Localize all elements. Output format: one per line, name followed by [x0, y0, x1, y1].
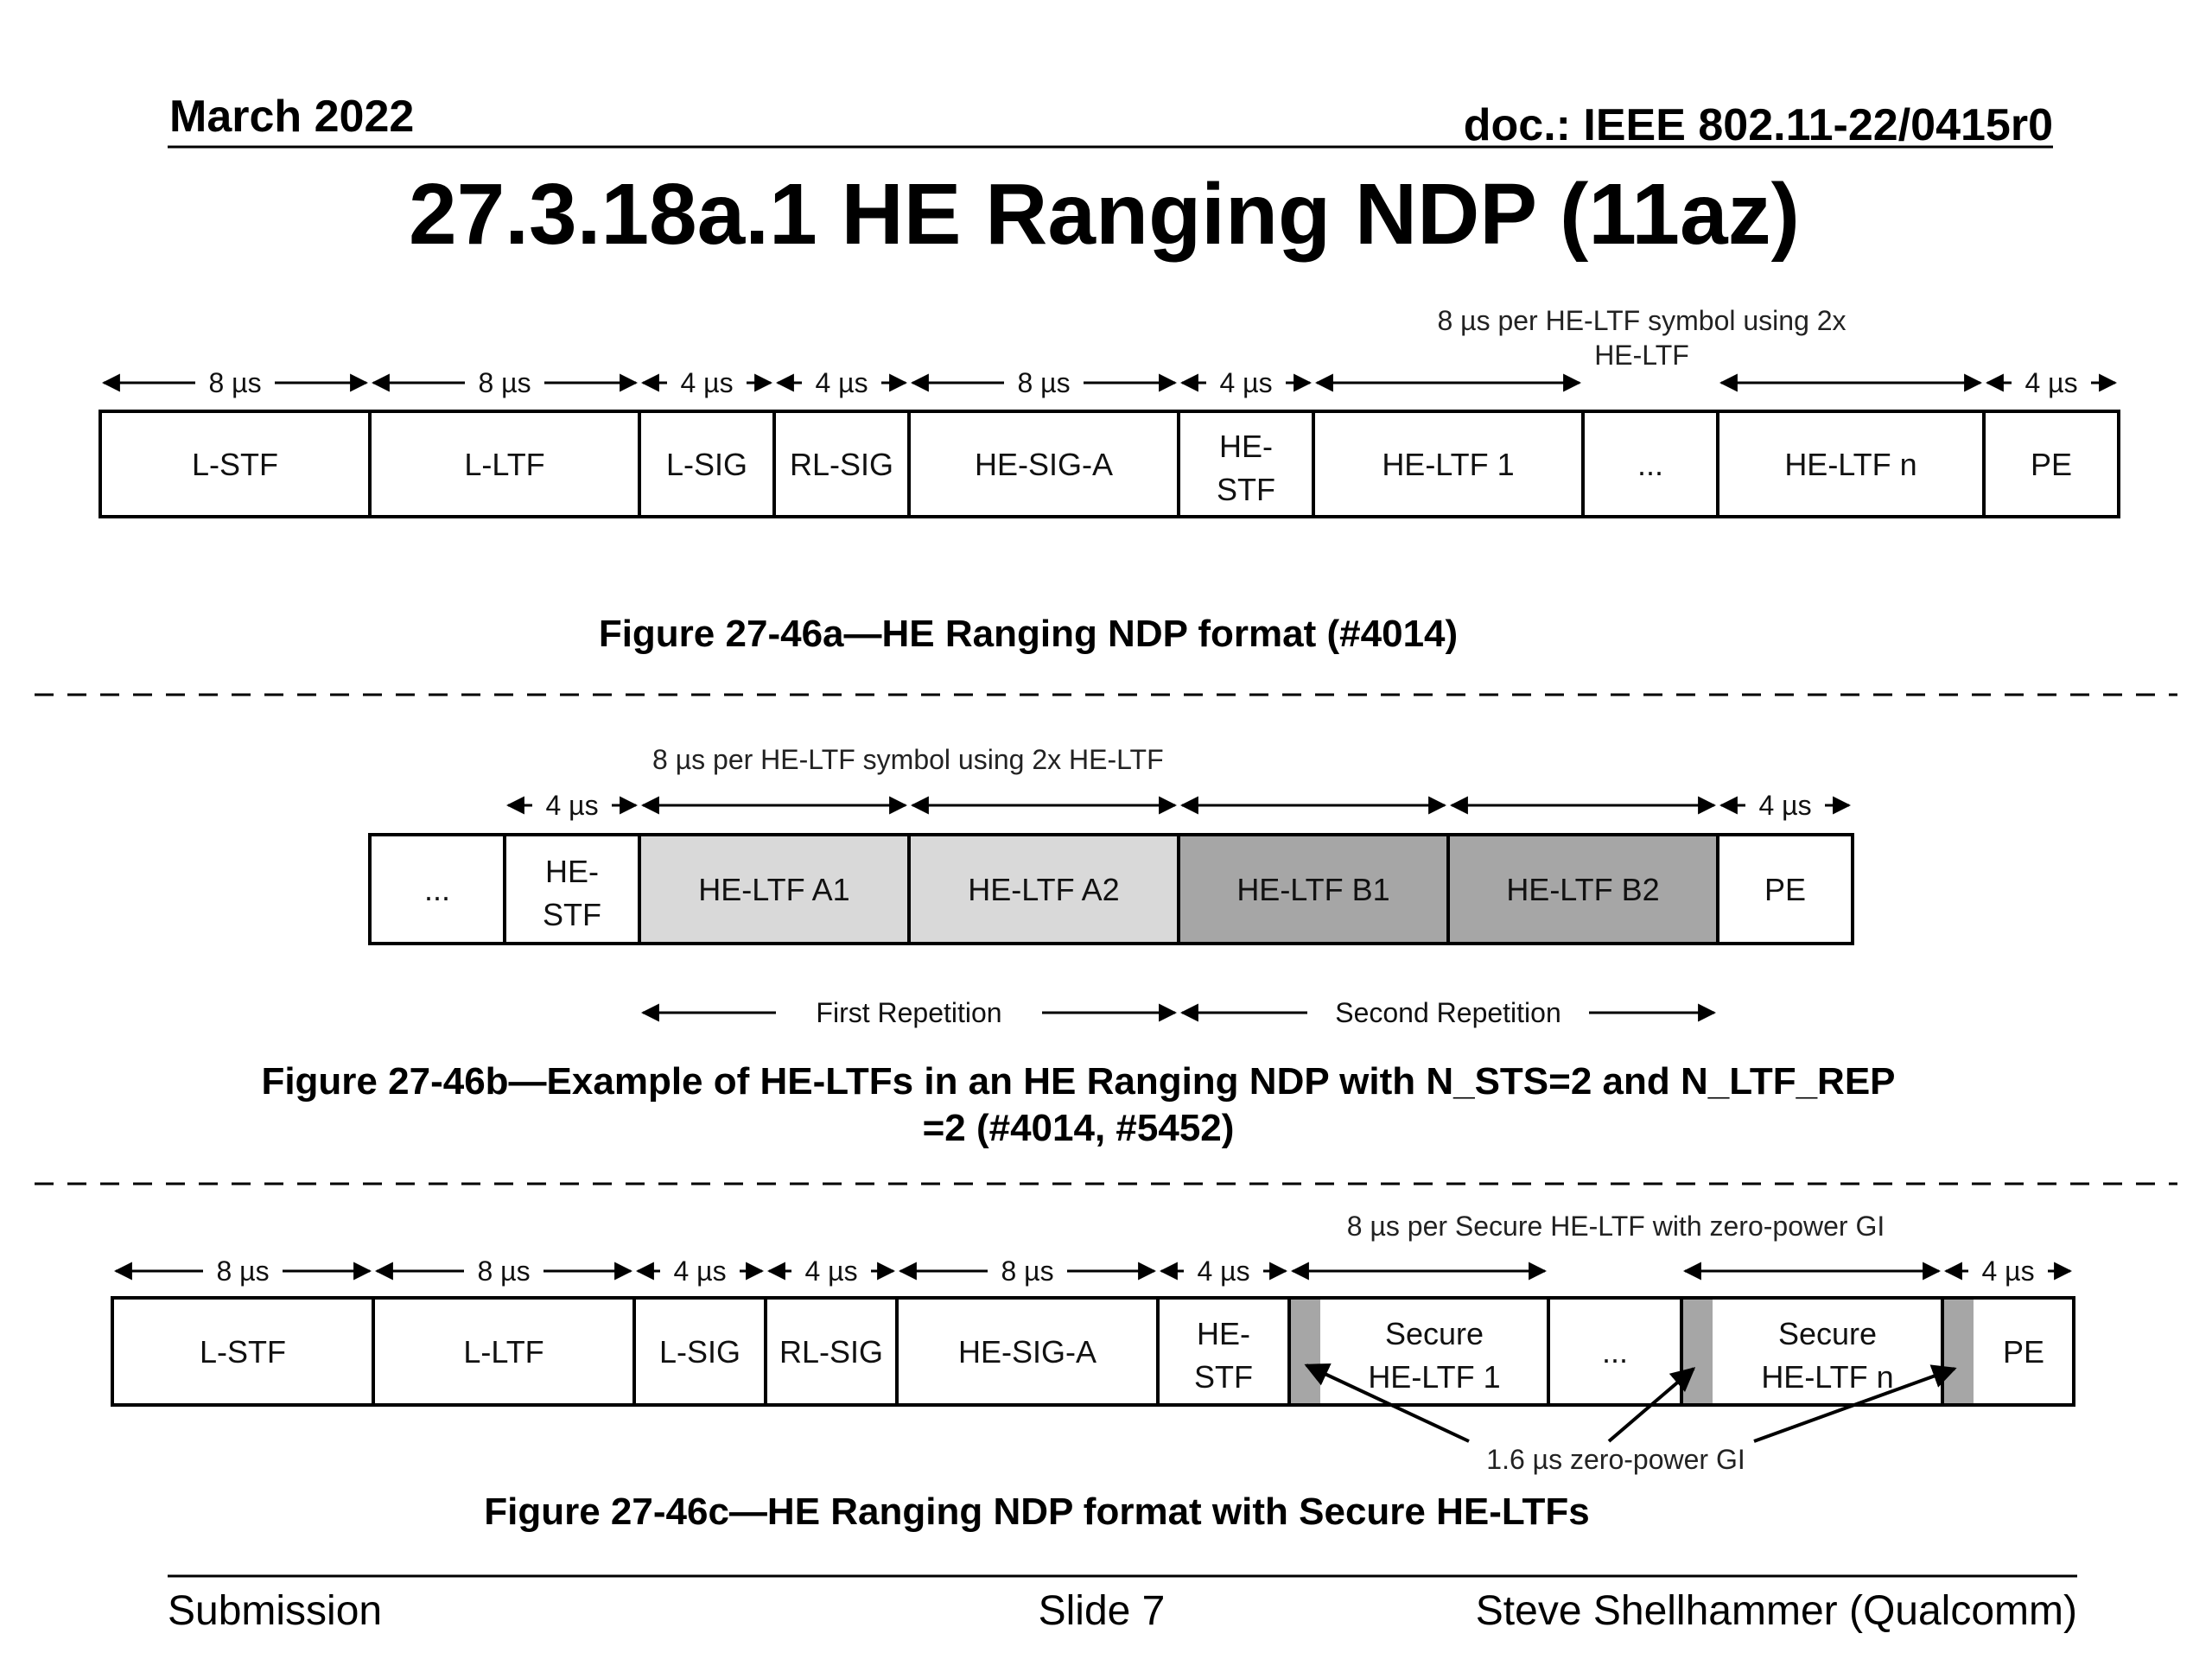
- fig-b-field-he-stf-label-2: STF: [543, 897, 601, 932]
- fig-b-field-he-ltf-a2-label: HE-LTF A2: [968, 872, 1120, 907]
- fig-b-caption-line1: Figure 27-46b—Example of HE-LTFs in an HE Ranging NDP with N_STS=2 and N_LTF_REP: [261, 1060, 1896, 1103]
- fig-a-dur-0-label: 8 µs: [208, 367, 262, 398]
- fig-a-field--label: ...: [1637, 447, 1664, 482]
- fig-a-dur-5-label: 4 µs: [1219, 367, 1273, 398]
- fig-b-field-he-stf-label: HE-: [545, 854, 599, 889]
- fig-c-dur-5-label: 4 µs: [1197, 1255, 1250, 1287]
- fig-c-field-l-stf-label: L-STF: [199, 1334, 287, 1370]
- fig-a-field-l-ltf-label: L-LTF: [464, 447, 545, 482]
- fig-a-field-he-stf-label-2: STF: [1217, 472, 1275, 507]
- footer-slide-number: Slide 7: [1038, 1588, 1166, 1634]
- fig-a-dur-3-label: 4 µs: [815, 367, 868, 398]
- fig-c-field-he-sig-a-label: HE-SIG-A: [957, 1334, 1097, 1370]
- slide-title: 27.3.18a.1 HE Ranging NDP (11az): [409, 166, 1800, 263]
- fig-c-dur-3-label: 4 µs: [804, 1255, 858, 1287]
- footer-author: Steve Shellhammer (Qualcomm): [1475, 1588, 2077, 1634]
- fig-b-field--label: ...: [423, 872, 451, 907]
- header-doc-id: doc.: IEEE 802.11-22/0415r0: [1463, 100, 2053, 150]
- fig-a-field-he-ltf-1-label: HE-LTF 1: [1382, 447, 1515, 482]
- fig-a-dur-9-label: 4 µs: [2024, 367, 2078, 398]
- fig-c-field-he-stf-label: HE-: [1197, 1316, 1250, 1351]
- fig-b-note: 8 µs per HE-LTF symbol using 2x HE-LTF: [652, 744, 1164, 775]
- fig-a-field-l-sig-label: L-SIG: [665, 447, 748, 482]
- fig-c-field-he-stf-label-2: STF: [1194, 1359, 1253, 1395]
- fig-c-dur-2-label: 4 µs: [673, 1255, 727, 1287]
- fig-c-field-pe-label: PE: [2002, 1334, 2045, 1370]
- fig-b-dur-6-label: 4 µs: [1758, 790, 1812, 821]
- fig-b-field-pe-label: PE: [1764, 872, 1807, 907]
- fig-c-field-secure-he-ltf-n-label-2: HE-LTF n: [1761, 1359, 1894, 1395]
- fig-b-first-repetition-label: First Repetition: [816, 997, 1002, 1028]
- fig-a-field-he-stf-label: HE-: [1219, 429, 1273, 464]
- fig-c-gi-block-1: [1291, 1300, 1320, 1403]
- fig-c-note: 8 µs per Secure HE-LTF with zero-power GI: [1346, 1211, 1885, 1242]
- fig-c-field-secure-he-ltf-1-label: Secure: [1384, 1316, 1484, 1351]
- fig-a-field-he-sig-a-label: HE-SIG-A: [974, 447, 1114, 482]
- fig-c-gi-block-2: [1683, 1300, 1713, 1403]
- fig-c-dur-4-label: 8 µs: [1001, 1255, 1054, 1287]
- fig-c-field-secure-he-ltf-1-label-2: HE-LTF 1: [1368, 1359, 1501, 1395]
- figure-a: [100, 305, 2119, 655]
- fig-c-gi-label: 1.6 µs zero-power GI: [1486, 1444, 1745, 1475]
- figure-c: [112, 1211, 2074, 1533]
- fig-a-dur-4-label: 8 µs: [1017, 367, 1071, 398]
- fig-a-field-pe-label: PE: [2030, 447, 2073, 482]
- fig-b-dur-1-label: 4 µs: [545, 790, 599, 821]
- fig-a-note-line1: 8 µs per HE-LTF symbol using 2x: [1437, 305, 1847, 336]
- fig-c-dur-9-label: 4 µs: [1981, 1255, 2035, 1287]
- fig-a-field-rl-sig-label: RL-SIG: [789, 447, 894, 482]
- fig-c-gi-block-3: [1944, 1300, 1974, 1403]
- fig-b-caption-line2: =2 (#4014, #5452): [922, 1107, 1235, 1149]
- footer-submission: Submission: [168, 1588, 383, 1634]
- fig-c-field-l-sig-label: L-SIG: [658, 1334, 741, 1370]
- fig-c-caption: Figure 27-46c—HE Ranging NDP format with Secure HE-LTFs: [484, 1491, 1590, 1533]
- fig-b-field-he-ltf-b1-label: HE-LTF B1: [1236, 872, 1390, 907]
- fig-c-field-rl-sig-label: RL-SIG: [779, 1334, 884, 1370]
- fig-c-dur-0-label: 8 µs: [216, 1255, 270, 1287]
- figure-b: [261, 744, 1895, 1149]
- fig-c-field--label: ...: [1601, 1334, 1629, 1370]
- fig-c-field-l-ltf-label: L-LTF: [463, 1334, 544, 1370]
- fig-b-field-he-ltf-a1-label: HE-LTF A1: [698, 872, 850, 907]
- fig-a-field-he-ltf-n-label: HE-LTF n: [1784, 447, 1917, 482]
- fig-b-second-repetition-label: Second Repetition: [1335, 997, 1561, 1028]
- fig-a-dur-2-label: 4 µs: [680, 367, 734, 398]
- fig-a-dur-1-label: 8 µs: [478, 367, 531, 398]
- fig-a-caption: Figure 27-46a—HE Ranging NDP format (#4014): [598, 613, 1459, 655]
- fig-c-field-secure-he-ltf-n-label: Secure: [1777, 1316, 1878, 1351]
- fig-b-field-he-ltf-b2-label: HE-LTF B2: [1506, 872, 1660, 907]
- header-date: March 2022: [169, 92, 415, 142]
- fig-c-dur-1-label: 8 µs: [477, 1255, 531, 1287]
- fig-a-note-line2: HE-LTF: [1594, 340, 1689, 371]
- fig-a-field-l-stf-label: L-STF: [191, 447, 279, 482]
